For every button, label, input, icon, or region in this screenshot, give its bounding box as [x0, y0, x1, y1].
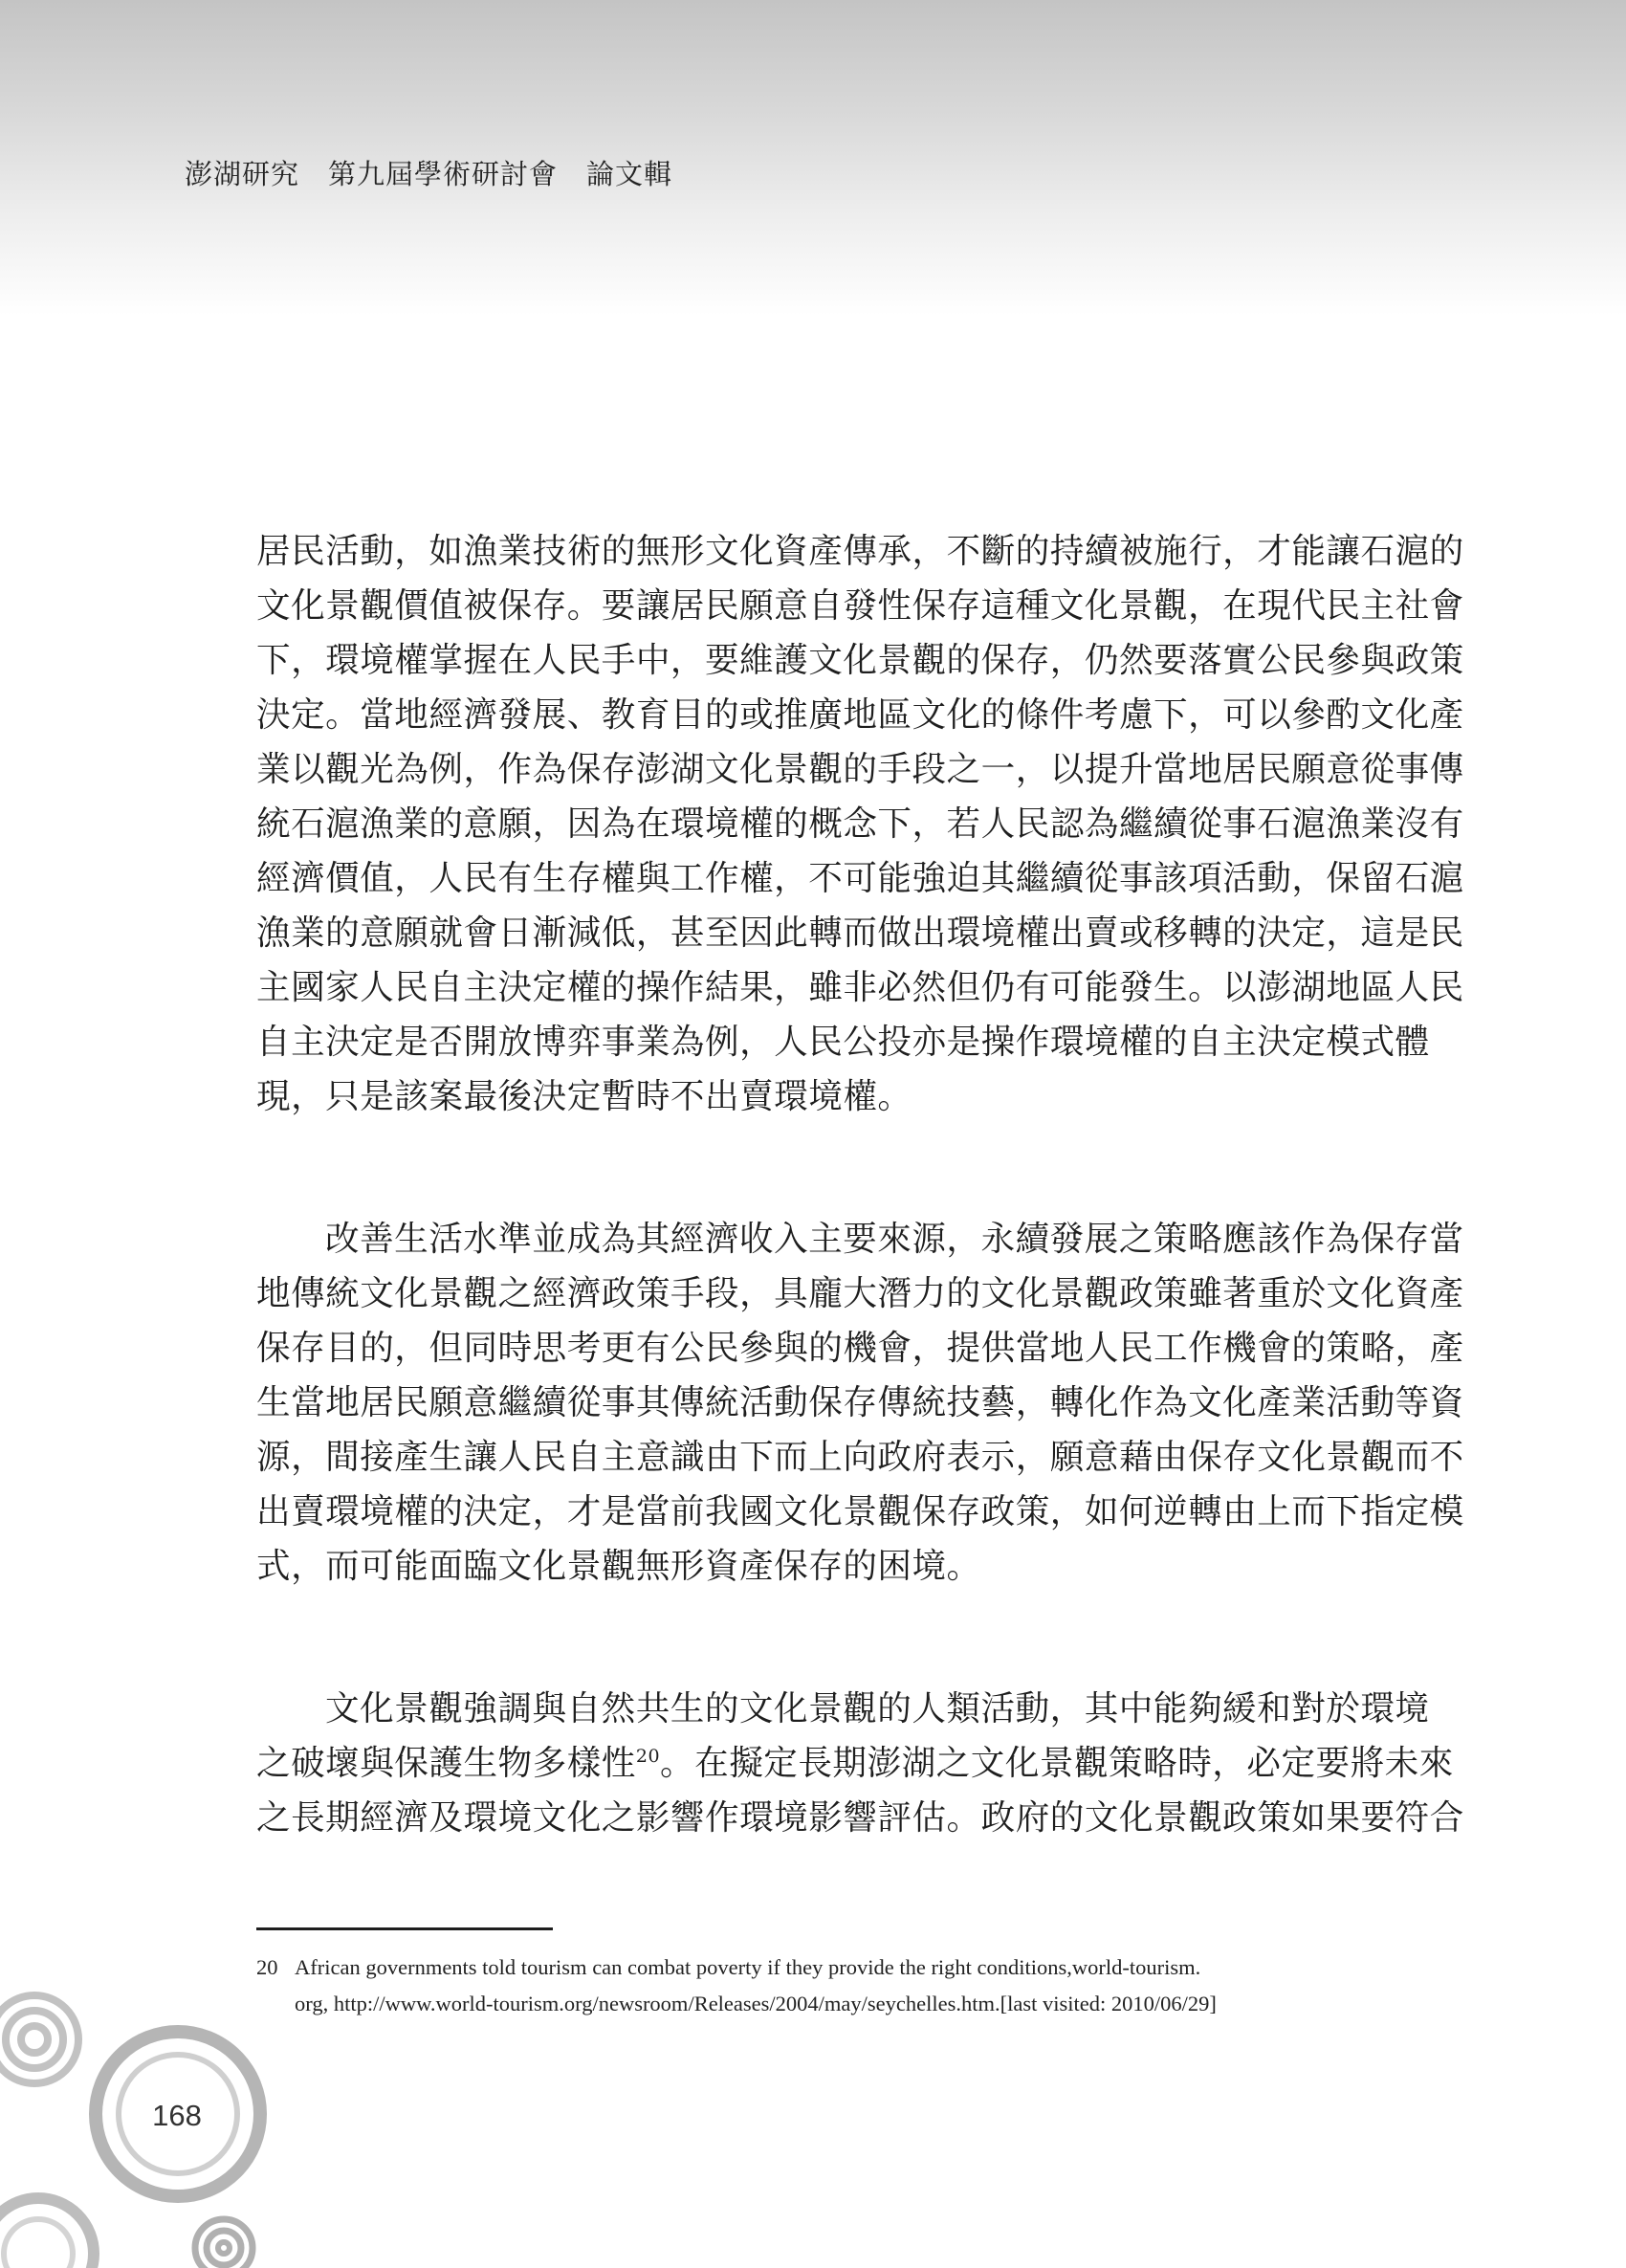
- text-line: 統石滬漁業的意願，因為在環境權的概念下，若人民認為繼續從事石滬漁業沒有: [256, 804, 1464, 844]
- text-line: 出賣環境權的決定，才是當前我國文化景觀保存政策，如何逆轉由上而下指定模: [256, 1492, 1464, 1531]
- paragraph-gap: [256, 1124, 1371, 1212]
- concentric-circle-left-icon: [0, 1995, 78, 2083]
- text-line: 業以觀光為例，作為保存澎湖文化景觀的手段之一，以提升當地居民願意從事傳: [256, 750, 1464, 789]
- text-line: 經濟價值，人民有生存權與工作權，不可能強迫其繼續從事該項活動，保留石滬: [256, 859, 1464, 898]
- body-text: [256, 524, 1464, 1845]
- footnote-line: org, http://www.world-tourism.org/newsroom/Releases/2004/may/seychelles.htm.[last visited: 2010/06/29]: [295, 1992, 1217, 2015]
- text-line: 文化景觀強調與自然共生的文化景觀的人類活動，其中能夠緩和對於環境: [325, 1689, 1430, 1729]
- running-header: 澎湖研究 第九屆學術研討會 論文輯: [185, 158, 673, 190]
- concentric-circle-bottom-left-icon: [0, 2198, 94, 2268]
- paragraph-gap: [256, 1594, 1371, 1682]
- footnote-number: 20: [256, 1955, 278, 1979]
- footnote: [256, 1949, 1375, 2022]
- text-line: 之長期經濟及環境文化之影響作環境影響評估。政府的文化景觀政策如果要符合: [256, 1798, 1464, 1838]
- text-line: 下，環境權掌握在人民手中，要維護文化景觀的保存，仍然要落實公民參與政策: [256, 641, 1464, 680]
- paragraph-3: [256, 1682, 1464, 1845]
- text-line: 地傳統文化景觀之經濟政策手段，具龐大潛力的文化景觀政策雖著重於文化資產: [256, 1274, 1464, 1313]
- text-line: 式，而可能面臨文化景觀無形資產保存的困境。: [256, 1547, 981, 1586]
- text-line: 居民活動，如漁業技術的無形文化資產傳承，不斷的持續被施行，才能讓石滬的: [256, 532, 1464, 571]
- footnote-line: [256, 1949, 1375, 1986]
- text-line: 源，間接產生讓人民自主意識由下而上向政府表示，願意藉由保存文化景觀而不: [256, 1438, 1464, 1477]
- paragraph-2: [256, 1212, 1464, 1594]
- text-segment: 之破壞與保護生物多樣性: [256, 1744, 636, 1783]
- text-line: 自主決定是否開放博弈事業為例，人民公投亦是操作環境權的自主決定模式體: [256, 1023, 1430, 1062]
- concentric-circle-bottom-right-icon: [195, 2219, 253, 2268]
- footnote-text: African governments told tourism can combat poverty if they provide the right conditions,world-tourism.: [295, 1955, 1201, 1979]
- text-line: 生當地居民願意繼續從事其傳統活動保存傳統技藝，轉化作為文化產業活動等資: [256, 1383, 1464, 1422]
- paragraph-1: [256, 524, 1464, 1124]
- text-segment: 。在擬定長期澎湖之文化景觀策略時，必定要將未來: [660, 1744, 1454, 1783]
- text-line: [256, 1736, 1454, 1791]
- page-number: 168: [152, 2099, 202, 2132]
- text-line: 改善生活水準並成為其經濟收入主要來源，永續發展之策略應該作為保存當: [325, 1220, 1464, 1259]
- text-line: 保存目的，但同時思考更有公民參與的機會，提供當地人民工作機會的策略，產: [256, 1329, 1464, 1368]
- text-line: 現，只是該案最後決定暫時不出賣環境權。: [256, 1077, 912, 1116]
- text-line: 決定。當地經濟發展、教育目的或推廣地區文化的條件考慮下，可以參酌文化產: [256, 695, 1464, 735]
- text-line: 文化景觀價值被保存。要讓居民願意自發性保存這種文化景觀，在現代民主社會: [256, 586, 1464, 626]
- footnote-divider: [256, 1927, 553, 1930]
- text-line: 主國家人民自主決定權的操作結果，雖非必然但仍有可能發生。以澎湖地區人民: [256, 968, 1464, 1007]
- text-line: 漁業的意願就會日漸減低，甚至因此轉而做出環境權出賣或移轉的決定，這是民: [256, 914, 1464, 953]
- footnote-reference[interactable]: 20: [635, 1746, 661, 1768]
